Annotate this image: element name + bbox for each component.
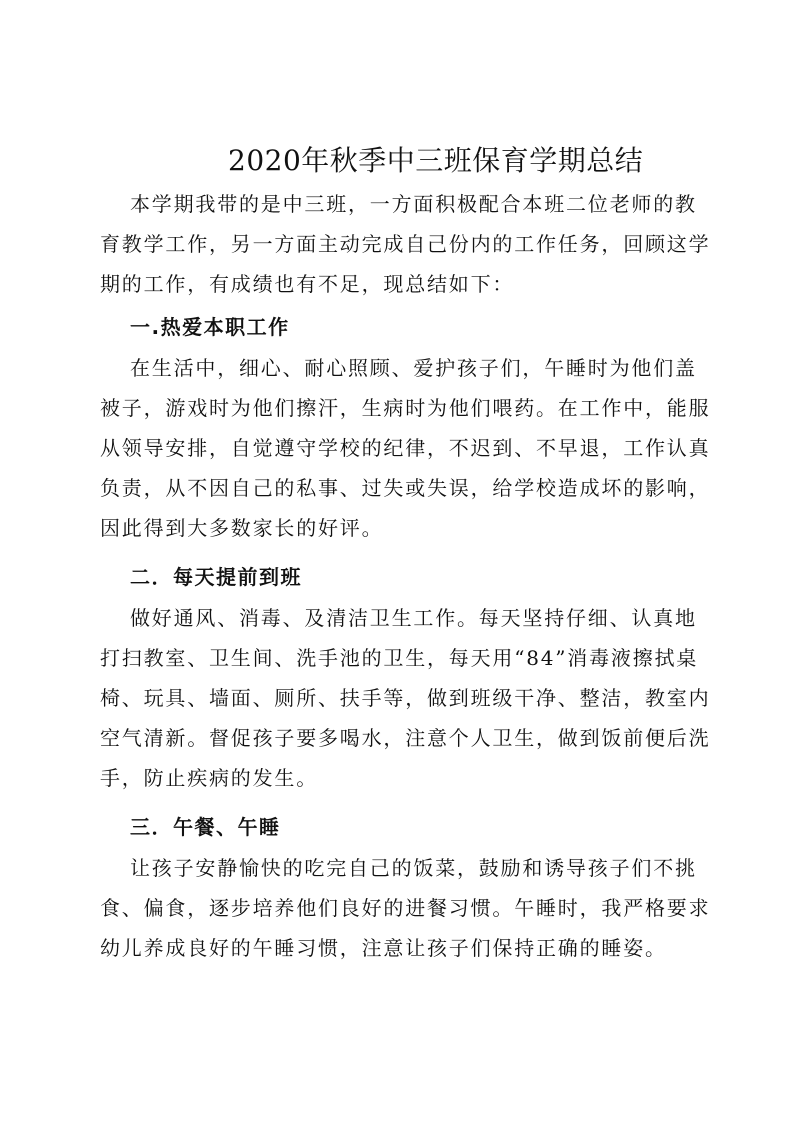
intro-line: 期的工作，有成绩也有不足，现总结如下： [100,272,515,296]
paragraph-line: 椅、玩具、墙面、厕所、扶手等，做到班级干净、整洁，教室内 [100,686,711,710]
paragraph-line: 食、偏食，逐步培养他们良好的进餐习惯。午睡时，我严格要求 [100,896,711,920]
paragraph-line: 让孩子安静愉快的吃完自己的饭菜，鼓励和诱导孩子们不挑 [130,856,697,880]
paragraph-line: 被子，游戏时为他们擦汗，生病时为他们喂药。在工作中，能服 [100,396,711,420]
paragraph-line: 幼儿养成良好的午睡习惯，注意让孩子们保持正确的睡姿。 [100,936,667,960]
section-heading: 二．每天提前到班 [130,565,302,589]
paragraph-line: 空气清新。督促孩子要多喝水，注意个人卫生，做到饭前便后洗 [100,726,711,750]
intro-line: 本学期我带的是中三班，一方面积极配合本班二位老师的教 [130,192,697,216]
document-title: 2020年秋季中三班保育学期总结 [228,144,644,177]
paragraph-line: 因此得到大多数家长的好评。 [100,516,384,540]
section-heading: 三．午餐、午睡 [130,815,281,839]
section-heading: 一.热爱本职工作 [130,315,290,339]
paragraph-line: 做好通风、消毒、及清洁卫生工作。每天坚持仔细、认真地 [130,606,697,630]
paragraph-line: 从领导安排，自觉遵守学校的纪律，不迟到、不早退，工作认真 [100,436,711,460]
paragraph-line: 负责，从不因自己的私事、过失或失误，给学校造成坏的影响， [100,476,711,500]
paragraph-line: 在生活中，细心、耐心照顾、爱护孩子们，午睡时为他们盖 [130,356,697,380]
paragraph-line: 打扫教室、卫生间、洗手池的卫生，每天用“84”消毒液擦拭桌 [100,646,699,670]
intro-line: 育教学工作，另一方面主动完成自己份内的工作任务，回顾这学 [100,232,711,256]
paragraph-line: 手，防止疾病的发生。 [100,766,318,790]
